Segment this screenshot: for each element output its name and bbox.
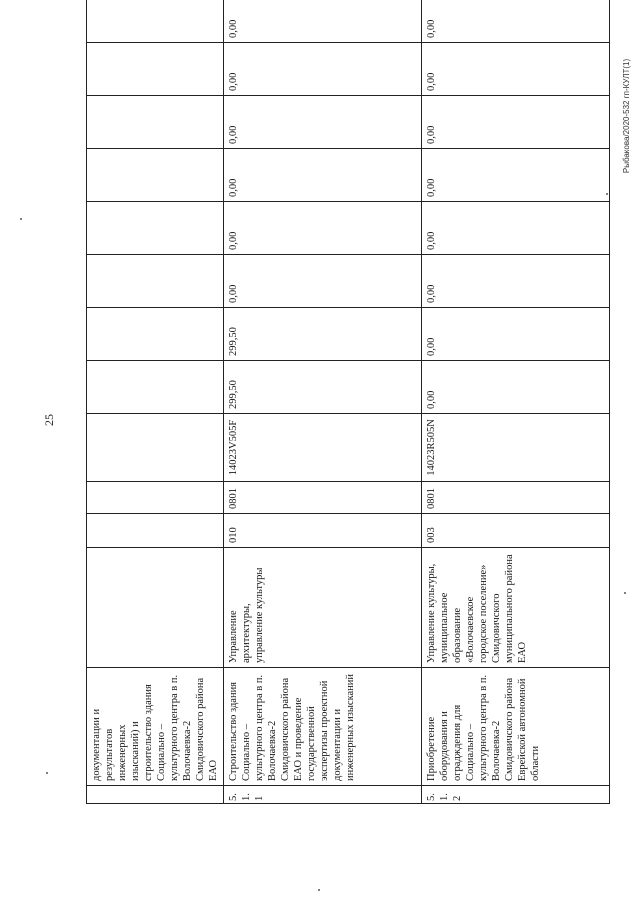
value-cell: 0,00 [224,255,422,308]
page-number: 25 [42,414,56,426]
value-cell [87,202,224,255]
csr-code: 14023R505N [422,414,610,482]
table-row [422,0,610,804]
value-cell: 0,00 [422,96,610,149]
csr-code [87,414,224,482]
value-cell [87,149,224,202]
table-row [87,0,224,804]
value-cell [87,308,224,361]
executor [87,548,224,668]
measure-name: документации и результатов инженерных изысканий) и строительство здания Социально – культурного центра в п. Волочаевка-2 Смидовичского района ЕАО [87,668,224,786]
value-cell: 0,00 [224,96,422,149]
value-cell: 0,00 [422,149,610,202]
value-cell: 0,00 [224,149,422,202]
csr-code: 14023V505F [224,414,422,482]
value-cell [87,43,224,96]
value-cell: 0,00 [422,308,610,361]
scan-speck [606,193,608,195]
measure-name: Приобретение оборудования и оградждения для Социально – культурного центра в п. Волочаевка-2 Смидовичского района Еврейской автономной области [422,668,610,786]
executor: Управление культуры, муниципальное образование «Волочаевское городское поселение» Смидовичского муниципального района ЕАО [422,548,610,668]
rz-pr-code [87,482,224,514]
grbs-code [87,514,224,548]
measure-name: Строительство здания Социально – культурного центра в п. Волочаевка-2 Смидовичского района ЕАО и проведение государственной экспертизы проектной документации и инженерных изысканий [224,668,422,786]
value-cell: 0,00 [422,0,610,43]
value-cell [87,361,224,414]
value-cell: 0,00 [224,0,422,43]
value-cell: 299,50 [224,361,422,414]
value-cell [87,255,224,308]
value-cell: 299,50 [224,308,422,361]
rz-pr-code: 0801 [422,482,610,514]
value-cell [87,96,224,149]
value-cell [87,0,224,43]
value-cell: 0,00 [224,43,422,96]
budget-table-rotated [86,19,605,804]
row-index: 5. 1. 1 [224,786,422,804]
scan-speck [624,592,626,594]
executor: Управление архитектуры, управление культуры [224,548,422,668]
grbs-code: 003 [422,514,610,548]
grbs-code: 010 [224,514,422,548]
document-watermark: Рыбакова/2020-532 гп-КУЛТ(1) [622,58,631,174]
budget-table [86,0,610,804]
value-cell: 0,00 [422,43,610,96]
budget-table-frame [86,19,605,804]
value-cell: 0,00 [224,202,422,255]
value-cell: 0,00 [422,255,610,308]
row-index [87,786,224,804]
scan-speck [20,218,22,220]
table-row [224,0,422,804]
value-cell: 0,00 [422,202,610,255]
scan-speck [318,889,320,891]
value-cell: 0,00 [422,361,610,414]
row-index: 5. 1. 2 [422,786,610,804]
scan-speck [46,772,48,774]
rz-pr-code: 0801 [224,482,422,514]
